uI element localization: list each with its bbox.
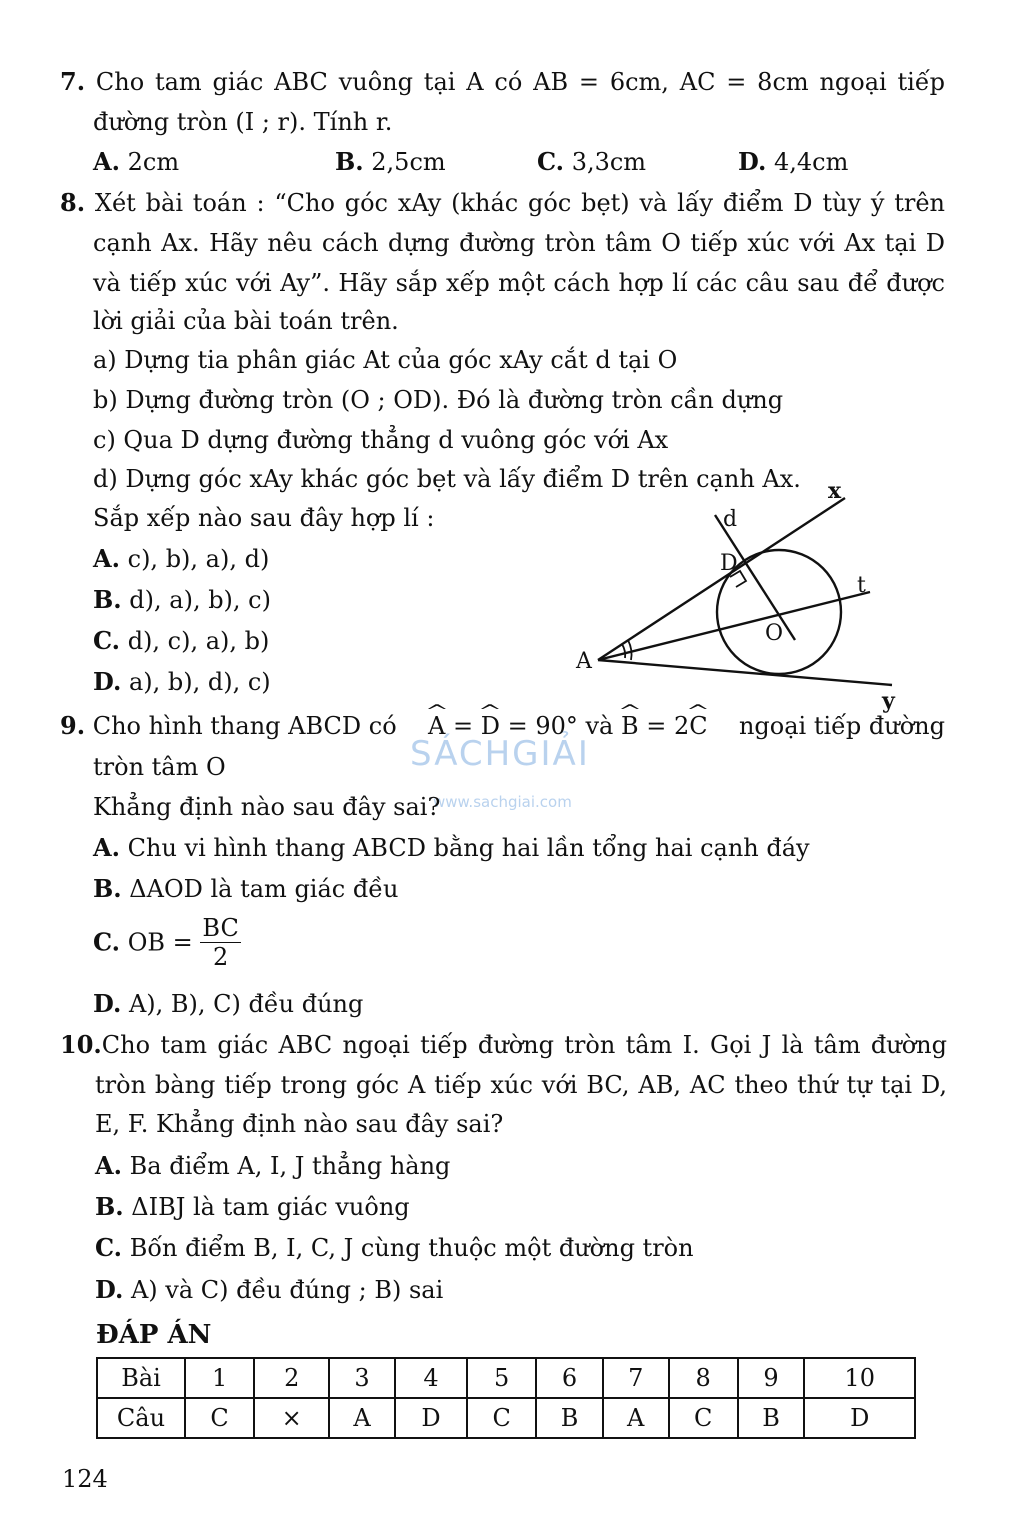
q7-line1 [60, 67, 945, 97]
q7-option-d: D. 4,4cm [738, 147, 849, 176]
table-cell: C [185, 1398, 254, 1438]
q10-option-c: C. Bốn điểm B, I, C, J cùng thuộc một đường tròn [95, 1233, 694, 1262]
label-A: A [576, 649, 592, 674]
label-O: O [765, 621, 784, 646]
answer-table [96, 1357, 916, 1439]
table-cell: C [669, 1398, 738, 1438]
q8-option-d: D. a), b), d), c) [93, 667, 271, 696]
label-t: t [857, 573, 866, 598]
q8-line4: lời giải của bài toán trên. [93, 307, 399, 335]
label-D: D [720, 551, 738, 576]
q7-option-a: A. 2cm [93, 147, 180, 176]
q10-line1: 10.Cho tam giác ABC ngoại tiếp đường tròn tâm I. Gọi J là tâm đường [60, 1030, 947, 1059]
label-d-line: d [723, 507, 738, 532]
q8-line2: cạnh Ax. Hãy nêu cách dựng đường tròn tâm O tiếp xúc với Ax tại D [93, 229, 945, 257]
q8-step-a: a) Dựng tia phân giác At của góc xAy cắt d tại O [93, 346, 678, 374]
q10-line2: tròn bàng tiếp trong góc A tiếp xúc với BC, AB, AC theo thứ tự tại D, [95, 1071, 947, 1099]
answers-heading: ĐÁP ÁN [96, 1320, 212, 1350]
q8-option-a: A. c), b), a), d) [93, 544, 270, 573]
q8-prompt: Sắp xếp nào sau đây hợp lí : [93, 504, 435, 532]
q7-line2: đường tròn (I ; r). Tính r. [93, 108, 393, 136]
q9-line1: 9. Cho hình thang ABCD có ^ A = ^ D = 90° và ^ B = 2^ C ngoại tiếp đường [60, 711, 945, 741]
table-cell: 10 [804, 1358, 915, 1398]
table-cell: 9 [738, 1358, 805, 1398]
q7-number: 7. [60, 67, 86, 96]
label-x: x [828, 478, 842, 504]
table-cell: 6 [536, 1358, 603, 1398]
watermark-url: www.sachgiai.com [433, 793, 572, 811]
table-cell: Câu [97, 1398, 185, 1438]
fraction-bc-over-2: $\frac{BC}{2}$ [202, 914, 239, 971]
q10-option-a: A. Ba điểm A, I, J thẳng hàng [95, 1151, 451, 1180]
q10-line3: E, F. Khẳng định nào sau đây sai? [95, 1110, 504, 1138]
q8-line1: 8. Xét bài toán : “Cho góc xAy (khác góc bẹt) và lấy điểm D tùy ý trên [60, 188, 945, 217]
q8-number: 8. [60, 188, 86, 217]
angle-mark [622, 644, 625, 658]
table-cell: 1 [185, 1358, 254, 1398]
table-cell: A [603, 1398, 669, 1438]
q9-option-c: C. OB = $\frac{BC}{2}$ [93, 914, 239, 971]
q7-option-c: C. 3,3cm [537, 147, 647, 176]
q8-figure [560, 470, 920, 720]
table-cell: 3 [329, 1358, 395, 1398]
q9-option-d: D. A), B), C) đều đúng [93, 989, 364, 1018]
q8-option-b: B. d), a), b), c) [93, 585, 271, 614]
table-cell: B [536, 1398, 603, 1438]
q9-line3: Khẳng định nào sau đây sai? [93, 793, 441, 821]
q9-option-a: A. Chu vi hình thang ABCD bằng hai lần tổng hai cạnh đáy [93, 833, 810, 862]
q8-option-c: C. d), c), a), b) [93, 626, 270, 655]
q7-option-b: B. 2,5cm [335, 147, 446, 176]
table-cell: × [254, 1398, 329, 1438]
q8-step-d: d) Dựng góc xAy khác góc bẹt và lấy điểm D trên cạnh Ax. [93, 465, 801, 493]
page-number: 124 [62, 1465, 108, 1493]
q7-text: Cho tam giác ABC vuông tại A có AB = 6cm, AC = 8cm ngoại tiếp [95, 68, 945, 96]
q8-line3: và tiếp xúc với Ay”. Hãy sắp xếp một cách hợp lí các câu sau để được [93, 269, 945, 297]
q10-option-b: B. ΔIBJ là tam giác vuông [95, 1192, 410, 1221]
answer-row-question [97, 1358, 915, 1398]
table-cell: 4 [395, 1358, 467, 1398]
table-cell: Bài [97, 1358, 185, 1398]
q9-line2: tròn tâm O [93, 753, 226, 781]
table-cell: 8 [669, 1358, 738, 1398]
table-cell: A [329, 1398, 395, 1438]
q10-option-d: D. A) và C) đều đúng ; B) sai [95, 1275, 444, 1304]
table-cell: 7 [603, 1358, 669, 1398]
q9-option-b: B. ΔAOD là tam giác đều [93, 874, 399, 903]
table-cell: 2 [254, 1358, 329, 1398]
table-cell: B [738, 1398, 805, 1438]
table-cell: D [395, 1398, 467, 1438]
label-y: y [882, 688, 895, 714]
answer-row-key [97, 1398, 915, 1438]
table-cell: 5 [467, 1358, 536, 1398]
q8-step-c: c) Qua D dựng đường thẳng d vuông góc với Ax [93, 426, 669, 454]
q8-step-b: b) Dựng đường tròn (O ; OD). Đó là đường tròn cần dựng [93, 386, 784, 414]
table-cell: C [467, 1398, 536, 1438]
table-cell: D [804, 1398, 915, 1438]
watermark-logo: SÁCHGIẢI [410, 734, 590, 774]
